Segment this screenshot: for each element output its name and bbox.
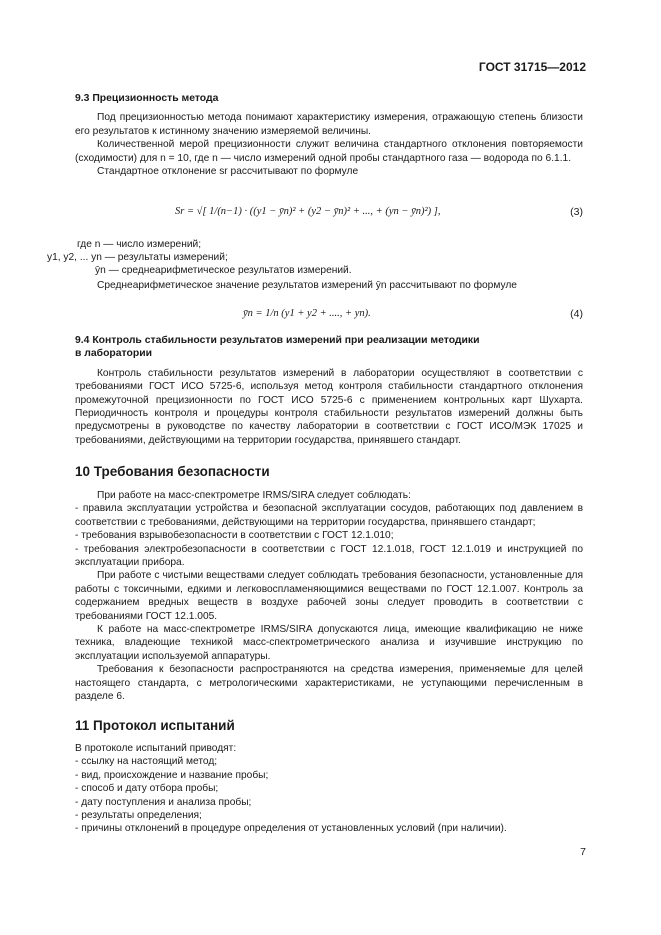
formula-3-expression: Sr = √[ 1/(n−1) · ((y1 − ȳn)² + (y2 − ȳn)² + ..., + (yn − ȳn)²) ], <box>175 206 441 217</box>
section-9-4-title-line1: 9.4 Контроль стабильности результатов измерений при реализации методики <box>75 335 480 346</box>
formula-4-expression: ȳn = 1/n (y1 + y2 + ...., + yn). <box>243 308 371 319</box>
s11-list-item: - вид, происхождение и название пробы; <box>75 769 269 781</box>
s10-paragraph-2: - правила эксплуатации устройства и безопасной эксплуатации сосудов, работающих под давлением в соответствии с требованиями, действующими на территории государства, принявшего стандарт; <box>75 503 583 528</box>
s93-paragraph-2: Количественной мерой прецизионности служит величина стандартного отклонения повторяемости (сходимости) для n = 10, где n — число измерений одной пробы стандартного газа — водорода по 6.1.1. <box>75 139 583 164</box>
s11-list-item: - способ и дату отбора пробы; <box>75 783 219 795</box>
s11-list-item: - дату поступления и анализа пробы; <box>75 796 252 808</box>
s93-paragraph-1: Под прецизионностью метода понимают характеристику измерения, отражающую степень близости его результатов к истинному значению измеряемой величины. <box>75 112 583 137</box>
section-11 <box>75 718 583 836</box>
where-n: где n — число измерений; <box>77 239 202 250</box>
section-10 <box>75 464 583 704</box>
s93-formula4-intro <box>75 279 583 292</box>
section-9-3 <box>75 92 583 178</box>
where-y: y1, y2, ... yn — результаты измерений; <box>47 252 228 263</box>
s11-list-item: - ссылку на настоящий метод; <box>75 756 218 768</box>
section-10-title: 10 Требования безопасности <box>75 464 270 479</box>
s10-paragraph-1: При работе на масс-спектрометре IRMS/SIRA следует соблюдать: <box>97 490 411 501</box>
s11-intro: В протоколе испытаний приводят: <box>75 743 237 754</box>
s10-paragraph-5: При работе с чистыми веществами следует соблюдать требования безопасности, установленные для работы с токсичными, едкими и легковоспламеняющимися веществами по ГОСТ 12.1.007. Контроль за содержанием вредных веществ в воздухе рабочей зоны следует проводить в соответствии с требованиями ГОСТ 12.1.005. <box>75 570 583 622</box>
s11-list-item: - результаты определения; <box>75 810 202 822</box>
formula-4-number: (4) <box>570 308 583 320</box>
s11-list-item: - причины отклонений в процедуре определения от установленных условий (при наличии). <box>75 823 507 835</box>
s10-paragraph-3: - требования взрывобезопасности в соответствии с ГОСТ 12.1.010; <box>75 530 394 542</box>
section-9-3-title: 9.3 Прецизионность метода <box>75 93 219 104</box>
s93-paragraph-3: Стандартное отклонение sr рассчитывают по формуле <box>97 166 359 178</box>
s94-paragraph-1: Контроль стабильности результатов измерений в лаборатории осуществляют в соответствии с требованиями ГОСТ ИСО 5725-6, используя метод контроля стабильности стандартного отклонения промежуточной прецизионности по ГОСТ ИСО 5725-6 с применением контрольных карт Шухарта. Периодичность контроля и процедуры контроля стабильности результатов измерений должны быть предусмотрены в руководстве по качеству лаборатории в соответствии с ГОСТ ИСО/МЭК 17025 и требованиями, действующими на территории государства, принявшего стандарт. <box>75 367 583 446</box>
formula-3-number: (3) <box>570 206 583 218</box>
where-ybar: ȳn — среднеарифметическое результатов измерений. <box>95 265 352 276</box>
page-number: 7 <box>580 846 586 858</box>
formula-3 <box>75 200 583 230</box>
section-9-4-title-line2: в лаборатории <box>75 348 152 360</box>
s10-paragraph-7: Требования к безопасности распространяются на средства измерения, применяемые для целей настоящего стандарта, с метрологическими характеристиками, не уступающими перечисленным в разделе 6. <box>75 664 583 703</box>
section-11-title: 11 Протокол испытаний <box>75 718 235 733</box>
formula-4 <box>75 302 583 328</box>
s10-paragraph-4: - требования электробезопасности в соответствии с ГОСТ 12.1.018, ГОСТ 12.1.019 и инструкцией по эксплуатации прибора. <box>75 543 583 569</box>
section-9-4 <box>75 334 583 447</box>
s10-paragraph-6: К работе на масс-спектрометре IRMS/SIRA допускаются лица, имеющие квалификацию не ниже техника, владеющие техникой масс-спектрометрического анализа и изучившие инструкцию по эксплуатации используемой аппаратуры. <box>75 624 583 662</box>
document-id-header: ГОСТ 31715—2012 <box>478 60 586 74</box>
s93-paragraph-4: Среднеарифметическое значение результатов измерений ȳn рассчитывают по формуле <box>97 280 517 291</box>
